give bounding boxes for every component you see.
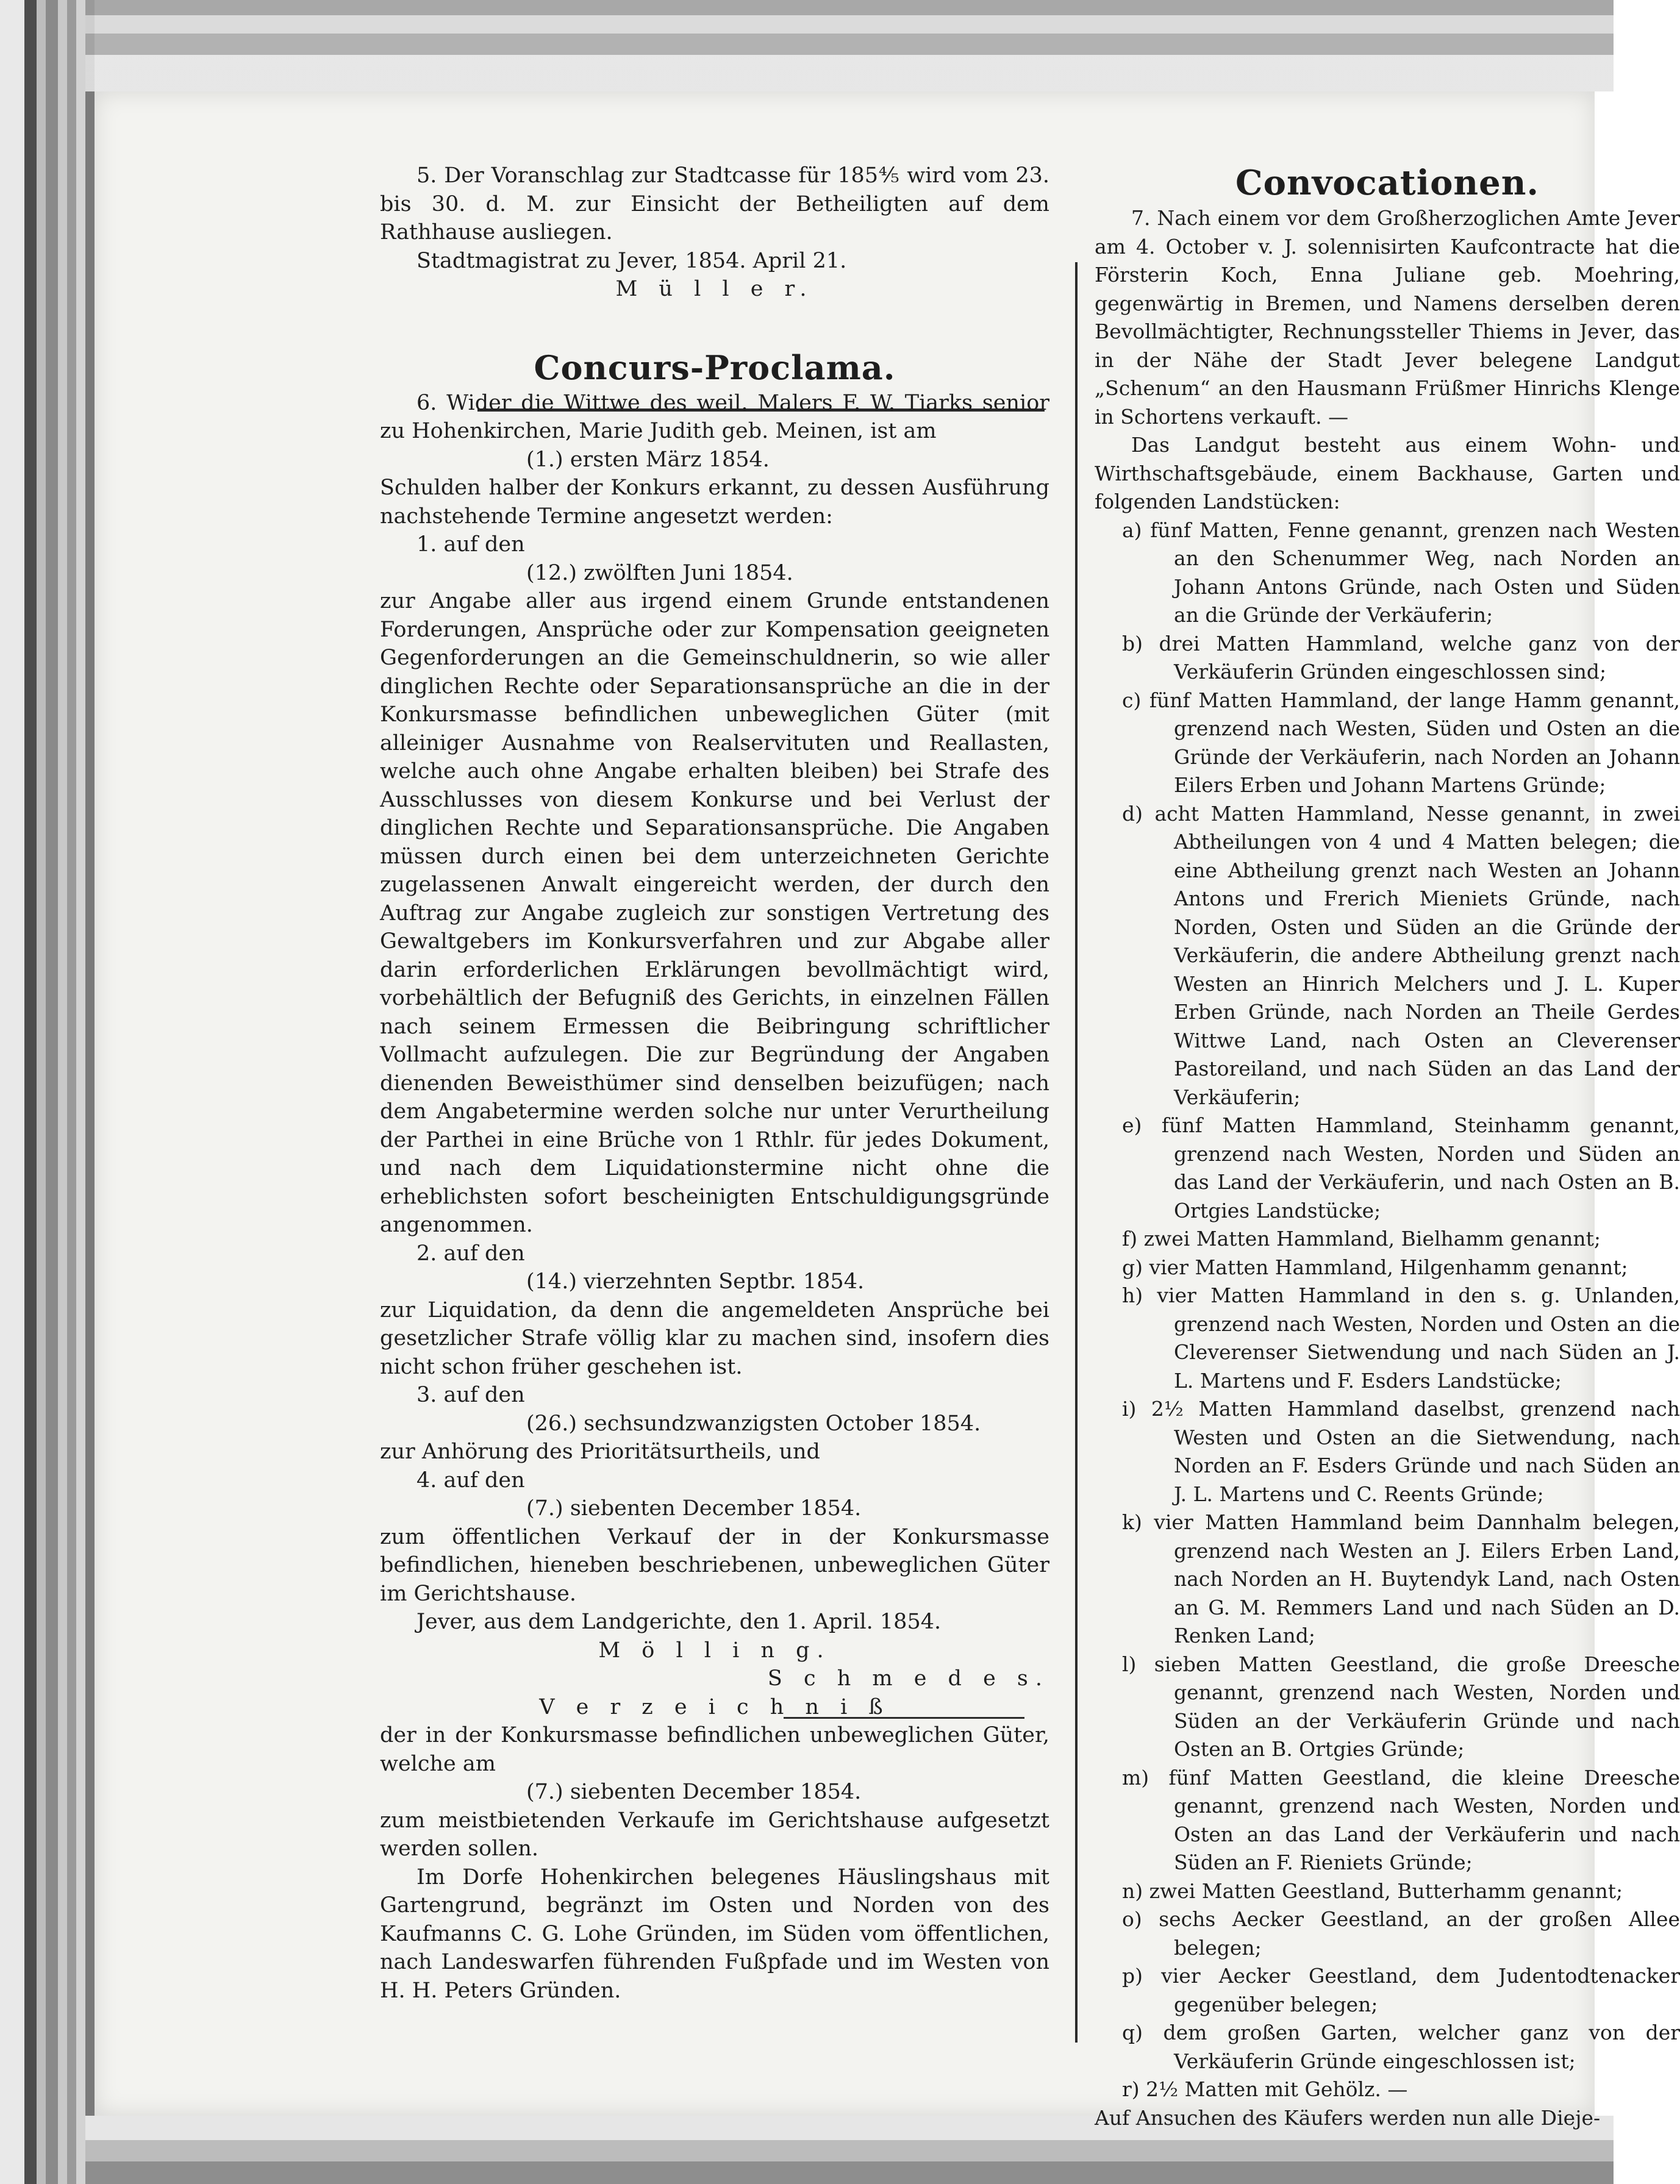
- right-column: [1095, 162, 1680, 2132]
- term-1-label: 1. auf den: [416, 532, 525, 557]
- term-4-label: 4. auf den: [416, 1468, 525, 1493]
- term-2-date: (14.) vierzehnten Septbr. 1854.: [526, 1269, 865, 1294]
- list-item: f) zwei Matten Hammland, Bielhamm genannt;: [1122, 1227, 1601, 1251]
- book-top-edge: [85, 0, 1614, 91]
- book-edge: [0, 0, 95, 2184]
- term-3-label: 3. auf den: [416, 1383, 525, 1407]
- court-place: Jever, aus dem Landgerichte, den 1. April. 1854.: [416, 1610, 942, 1634]
- list-item: c) fünf Matten Hammland, der lange Hamm genannt, grenzend nach Westen, Süden und Osten an die Gründe der Verkäuferin, nach Norden an Johann Eilers Erben und Johann Martens Gründe;: [1122, 688, 1680, 797]
- closing-text: Auf Ansuchen des Käufers werden nun alle Dieje-: [1095, 2105, 1601, 2130]
- verzeichnis-title: V e r z e i c h n i ß: [539, 1694, 890, 1719]
- list-item: k) vier Matten Hammland beim Dannhalm belegen, grenzend nach Westen an J. Eilers Erben Land, nach Norden an H. Buytendyk Land, nach Osten an G. M. Remmers Land und nach Süden an D. Renken Land;: [1122, 1510, 1680, 1647]
- list-item: a) fünf Matten, Fenne genannt, grenzen nach Westen an den Schenummer Weg, nach Norden an Johann Antons Gründe, nach Osten und Süden an die Gründe der Verkäuferin;: [1122, 518, 1680, 627]
- list-item: o) sechs Aecker Geestland, an der großen Allee belegen;: [1122, 1907, 1680, 1960]
- list-item: r) 2½ Matten mit Gehölz. —: [1122, 2077, 1408, 2101]
- concurs-heading: Concurs-Proclama.: [534, 348, 896, 387]
- list-item: d) acht Matten Hammland, Nesse genannt, in zwei Abtheilungen von 4 und 4 Matten belegen; die eine Abtheilung grenzt nach Westen an Johann Antons und Frerich Mieniets Gründe, nach Norden, Osten und Süden an die Gründe der Verkäuferin, die andere Abtheilung grenzt nach Westen an Hinrich Melchers und J. L. Kuper Erben Gründe, nach Norden an Theile Gerdes Wittwe Land, nach Osten an Cleverenser Pastoreiland, und nach Süden an das Land der Verkäuferin;: [1122, 801, 1680, 1109]
- signature-2: S c h m e d e s.: [767, 1666, 1049, 1691]
- term-1-date: (12.) zwölften Juni 1854.: [526, 560, 793, 585]
- term-3-text: zur Anhörung des Prioritätsurtheils, und: [380, 1440, 820, 1464]
- signature-1: M ö l l i n g.: [598, 1638, 831, 1663]
- notice-7-body: Das Landgut besteht aus einem Wohn- und Wirthschaftsgebäude, einem Backhause, Garten und folgenden Landstücken:: [1095, 433, 1680, 513]
- term-4-date: (7.) siebenten December 1854.: [526, 1496, 862, 1521]
- notice-5-signature: M ü l l e r.: [615, 277, 814, 301]
- list-item: q) dem großen Garten, welcher ganz von der Verkäuferin Gründe eingeschlossen ist;: [1122, 2021, 1680, 2073]
- term-2-text: zur Liquidation, da denn die angemeldeten Ansprüche bei gesetzlicher Strafe völlig klar zu machen sind, insofern dies nicht schon früher geschehen ist.: [380, 1297, 1049, 1379]
- notice-6-body: Schulden halber der Konkurs erkannt, zu dessen Ausführung nachstehende Termine angesetzt werden:: [380, 476, 1049, 529]
- verzeichnis-text: der in der Konkursmasse befindlichen unbeweglichen Güter, welche am: [380, 1723, 1049, 1776]
- notice-5-place: Stadtmagistrat zu Jever, 1854. April 21.: [416, 248, 847, 273]
- convocation-heading: Convocationen.: [1235, 163, 1539, 203]
- date-1: (1.) ersten März 1854.: [526, 447, 770, 472]
- list-item: m) fünf Matten Geestland, die kleine Dreesche genannt, grenzend nach Westen, Norden und Osten an das Land der Verkäuferin und nach Süden an F. Rieniets Gründe;: [1122, 1765, 1680, 1874]
- list-item: e) fünf Matten Hammland, Steinhamm genannt, grenzend nach Westen, Norden und Süden an das Land der Verkäuferin, und nach Osten an B. Ortgies Landstücke;: [1122, 1113, 1680, 1222]
- list-item: l) sieben Matten Geestland, die große Dreesche genannt, grenzend nach Westen, Norden und Süden an der Verkäuferin Gründe und nach Osten an B. Ortgies Gründe;: [1122, 1652, 1680, 1761]
- verzeichnis-text-3: Im Dorfe Hohenkirchen belegenes Häuslingshaus mit Gartengrund, begränzt im Osten und Norden von des Kaufmanns C. G. Lohe Gründen, im Süden vom öffentlichen, nach Landeswarfen führenden Fußpfade und im Westen von H. H. Peters Gründen.: [380, 1865, 1049, 2003]
- verzeichnis-text-2: zum meistbietenden Verkaufe im Gerichtshause aufgesetzt werden sollen.: [380, 1808, 1049, 1861]
- notice-6: 6. Wider die Wittwe des weil. Malers F. W. Tiarks senior zu Hohenkirchen, Marie Judith geb. Meinen, ist am: [380, 390, 1049, 443]
- term-2-label: 2. auf den: [416, 1241, 525, 1266]
- list-item: i) 2½ Matten Hammland daselbst, grenzend nach Westen und Osten an die Sietwendung, nach Norden an F. Esders Gründe und nach Süden an J. L. Martens und C. Reents Gründe;: [1122, 1397, 1680, 1506]
- column-divider: [1075, 262, 1078, 2043]
- list-item: n) zwei Matten Geestland, Butterhamm genannt;: [1122, 1879, 1623, 1903]
- term-1-text: zur Angabe aller aus irgend einem Grunde entstandenen Forderungen, Ansprüche oder zur Kompensation geeigneten Gegenforderungen an die Gemeinschuldnerin, so wie aller dinglichen Rechte oder Separationsansprüche an die in der Konkursmasse befindlichen unbeweglichen Güter (mit alleiniger Ausnahme von Realservituten und Reallasten, welche auch ohne Angabe erhalten bleiben) bei Strafe des Ausschlusses von diesem Konkurse und bei Verlust der dinglichen Rechte und Separationsansprüche. Die Angaben müssen durch einen bei dem unterzeichneten Gerichte zugelassenen Anwalt eingereicht werden, der durch den Auftrag zur Angabe zugleich zur sonstigen Vertretung des Gewaltgebers im Konkursverfahren und zur Abgabe aller darin erforderlichen Erklärungen bevollmächtigt wird, vorbehältlich der Befugniß des Gerichts, in einzelnen Fällen nach seinem Ermessen die Beibringung schriftlicher Vollmacht aufzulegen. Die zur Begründung der Angaben dienenden Beweisthümer sind denselben beizufügen; nach dem Angabetermine werden solche nur unter Verurtheilung der Parthei in eine Brüche von 1 Rthlr. für jedes Dokument, und nach dem Liquidationstermine nicht ohne die erheblichsten sofort bescheinigten Entschuldigungsgründe angenommen.: [380, 589, 1049, 1237]
- left-column: [380, 162, 1049, 2005]
- list-item: p) vier Aecker Geestland, dem Judentodtenacker gegenüber belegen;: [1122, 1964, 1680, 2016]
- list-item: b) drei Matten Hammland, welche ganz von der Verkäuferin Gründen eingeschlossen sind;: [1122, 631, 1680, 683]
- term-4-text: zum öffentlichen Verkauf der in der Konkursmasse befindlichen, hieneben beschriebenen, unbeweglichen Güter im Gerichtshause.: [380, 1524, 1049, 1606]
- verzeichnis-date: (7.) siebenten December 1854.: [526, 1780, 862, 1804]
- list-item: g) vier Matten Hammland, Hilgenhamm genannt;: [1122, 1255, 1628, 1279]
- notice-7: 7. Nach einem vor dem Großherzoglichen Amte Jever am 4. October v. J. solennisirten Kaufcontracte hat die Försterin Koch, Enna Juliane geb. Moehring, gegenwärtig in Bremen, und Namens derselben deren Bevollmächtigter, Rechnungssteller Thiems in Jever, das in der Nähe der Stadt Jever belegene Landgut „Schenum“ an den Hausmann Früßmer Hinrichs Klenge in Schortens verkauft. —: [1095, 206, 1680, 429]
- term-3-date: (26.) sechsundzwanzigsten October 1854.: [526, 1411, 981, 1436]
- page: [95, 91, 1680, 2130]
- list-item: h) vier Matten Hammland in den s. g. Unlanden, grenzend nach Westen, Norden und Osten an die Cleverenser Sietwendung und nach Süden an J. L. Martens und F. Esders Landstücke;: [1122, 1283, 1680, 1393]
- notice-5: 5. Der Voranschlag zur Stadtcasse für 185⅘ wird vom 23. bis 30. d. M. zur Einsicht der Betheiligten auf dem Rathhause ausliegen.: [380, 163, 1049, 244]
